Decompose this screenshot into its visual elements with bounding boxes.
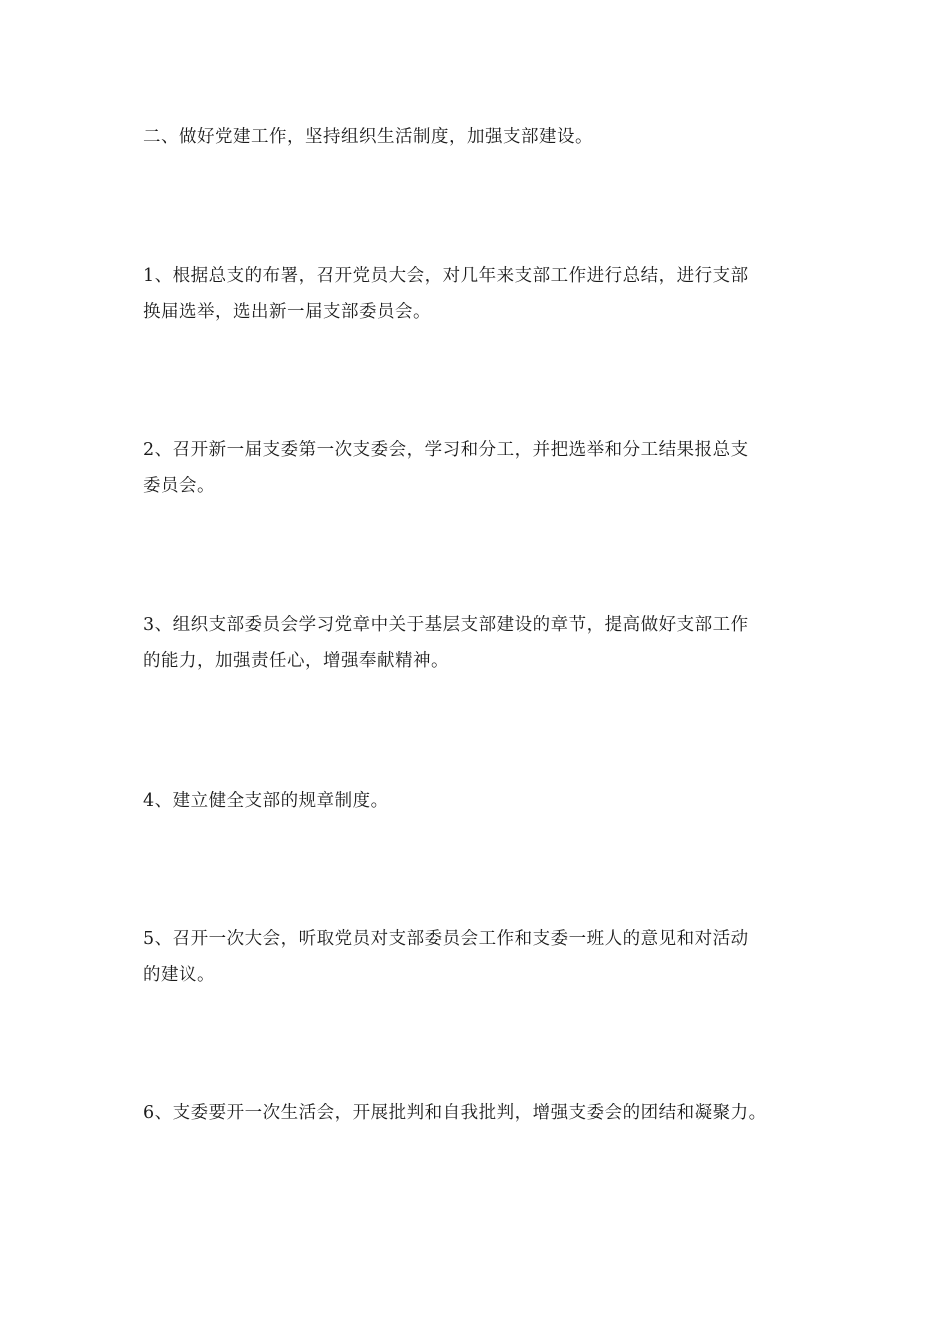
list-item-5	[143, 921, 815, 993]
paragraph-line: 6、支委要开一次生活会，开展批判和自我批判，增强支委会的团结和凝聚力。	[143, 1103, 767, 1123]
list-item-3	[143, 607, 815, 679]
paragraph-line: 1、根据总支的布署，召开党员大会，对几年来支部工作进行总结，进行支部	[143, 266, 749, 286]
paragraph-line: 3、组织支部委员会学习党章中关于基层支部建设的章节，提高做好支部工作	[143, 615, 749, 635]
section-heading	[143, 119, 815, 155]
paragraph-line: 换届选举，选出新一届支部委员会。	[143, 302, 431, 322]
list-item-1	[143, 258, 815, 330]
list-item-4	[143, 783, 815, 819]
paragraph-line: 5、召开一次大会，听取党员对支部委员会工作和支委一班人的意见和对活动	[143, 929, 749, 949]
list-item-6	[143, 1095, 815, 1131]
paragraph-line: 的能力，加强责任心，增强奉献精神。	[143, 651, 449, 671]
paragraph-line: 2、召开新一届支委第一次支委会，学习和分工，并把选举和分工结果报总支	[143, 440, 749, 460]
paragraph-line: 4、建立健全支部的规章制度。	[143, 791, 389, 811]
paragraph-line: 委员会。	[143, 476, 215, 496]
list-item-2	[143, 432, 815, 504]
paragraph-line: 二、做好党建工作，坚持组织生活制度，加强支部建设。	[143, 127, 593, 147]
paragraph-line: 的建议。	[143, 965, 215, 985]
